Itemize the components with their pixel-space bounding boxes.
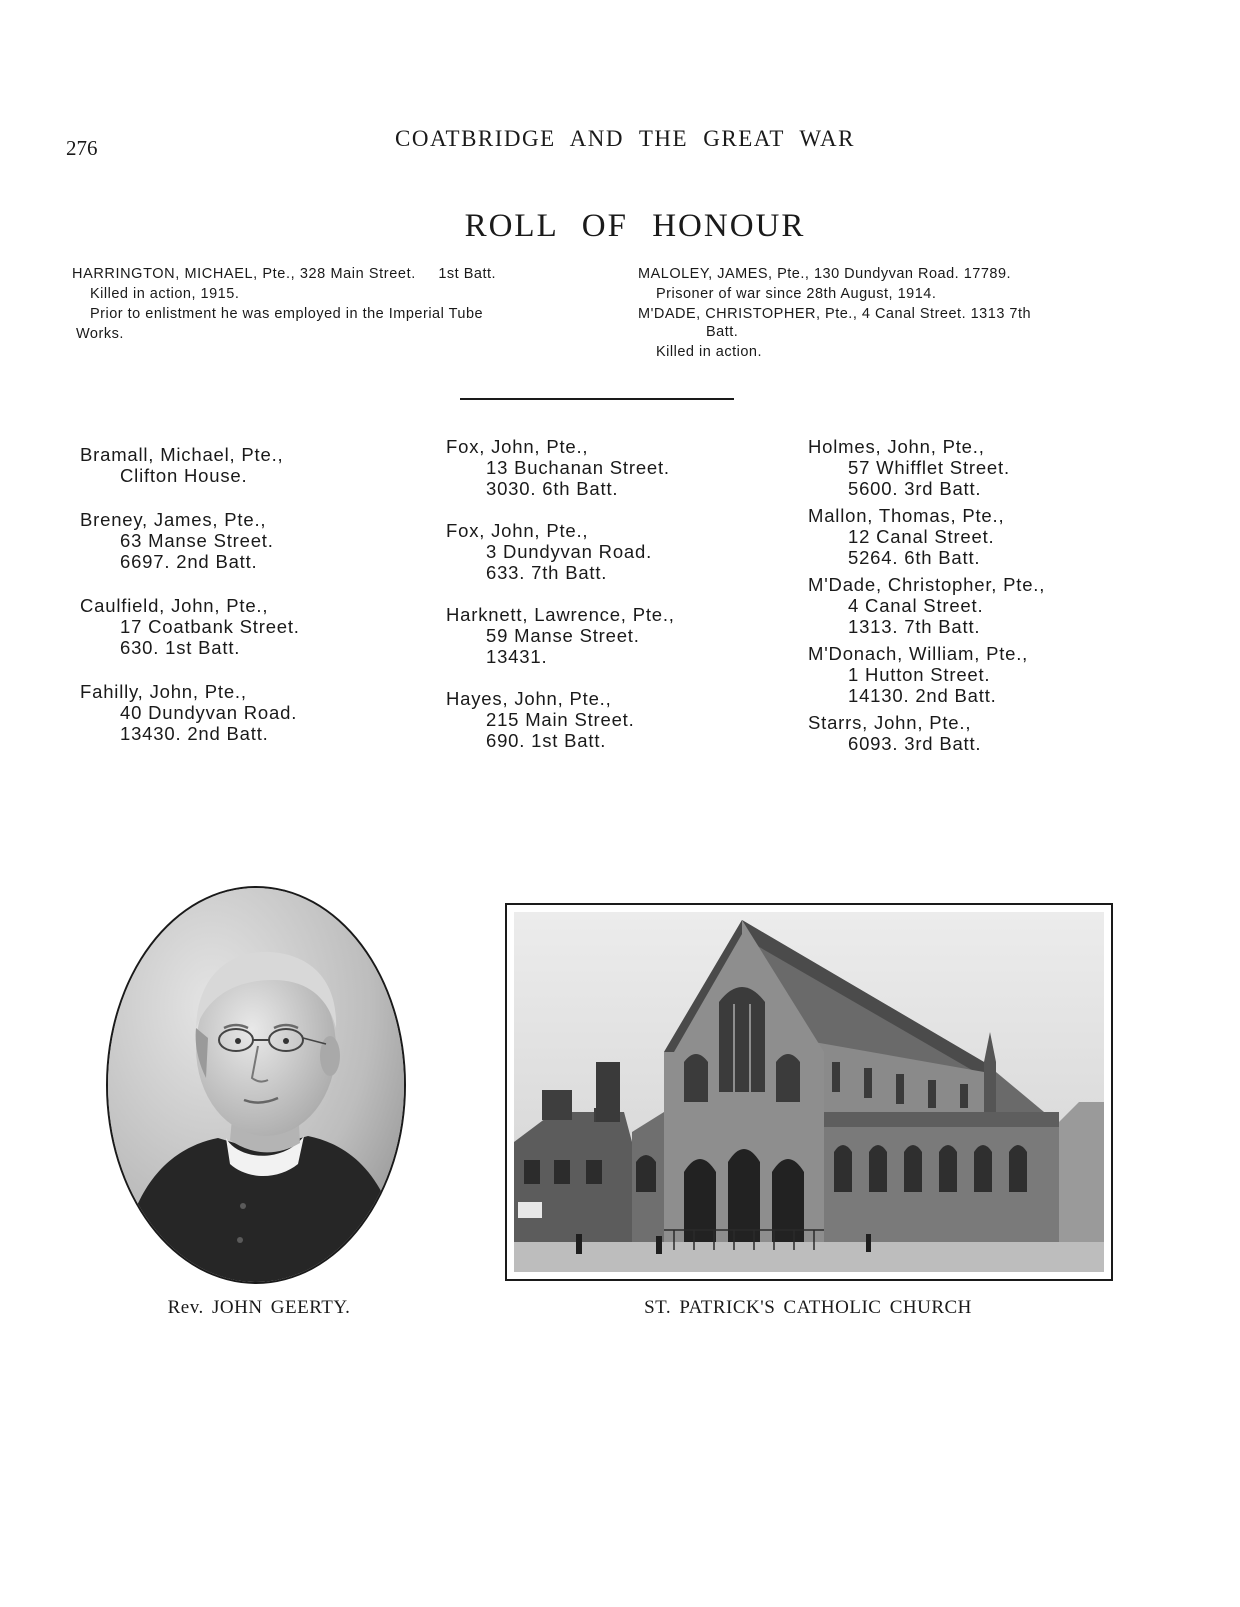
featured-detail: Killed in action, 1915. [90, 286, 240, 302]
soldier-detail: 1313. 7th Batt. [848, 616, 981, 637]
soldier-detail: 13 Buchanan Street. [486, 457, 670, 478]
soldier-detail: 630. 1st Batt. [120, 637, 241, 658]
church-photo-frame [505, 903, 1113, 1281]
list-item [808, 712, 1138, 754]
soldier-detail: 17 Coatbank Street. [120, 616, 300, 637]
list-item [446, 688, 766, 751]
featured-detail: Prior to enlistment he was employed in the Imperial Tube [90, 306, 484, 322]
church-caption: ST. PATRICK'S CATHOLIC CHURCH [644, 1297, 972, 1318]
soldier-detail: 6697. 2nd Batt. [120, 551, 258, 572]
soldier-name: Starrs, John, Pte., [808, 712, 972, 733]
featured-batt: 1st Batt. [438, 266, 497, 282]
soldier-detail: 12 Canal Street. [848, 526, 995, 547]
soldier-detail: 59 Manse Street. [486, 625, 640, 646]
roll-column-1 [80, 436, 400, 767]
soldier-detail: 3 Dundyvan Road. [486, 541, 653, 562]
page-number: 276 [66, 136, 98, 160]
featured-entry-harrington [72, 264, 592, 344]
soldier-detail: 5600. 3rd Batt. [848, 478, 982, 499]
list-item [80, 509, 400, 572]
soldier-detail: 4 Canal Street. [848, 595, 984, 616]
soldier-detail: 13430. 2nd Batt. [120, 723, 269, 744]
featured-detail: Killed in action. [656, 344, 763, 360]
section-title: ROLL OF HONOUR [464, 208, 806, 244]
featured-name-continued: Batt. [706, 324, 739, 340]
list-item [808, 436, 1138, 499]
soldier-detail: 57 Whifflet Street. [848, 457, 1010, 478]
soldier-detail: 215 Main Street. [486, 709, 635, 730]
soldier-detail: 1 Hutton Street. [848, 664, 991, 685]
list-item [808, 505, 1138, 568]
soldier-detail: 690. 1st Batt. [486, 730, 607, 751]
featured-detail: Prisoner of war since 28th August, 1914. [656, 286, 937, 302]
list-item [80, 444, 400, 486]
church-photo [514, 912, 1104, 1272]
soldier-name: Fox, John, Pte., [446, 436, 589, 457]
list-item [808, 643, 1138, 706]
soldier-detail: 40 Dundyvan Road. [120, 702, 298, 723]
running-title: COATBRIDGE AND THE GREAT WAR [395, 126, 855, 151]
soldier-detail: 5264. 6th Batt. [848, 547, 981, 568]
list-item [446, 604, 766, 667]
roll-column-2 [446, 436, 766, 772]
soldier-name: Holmes, John, Pte., [808, 436, 985, 457]
soldier-name: Harknett, Lawrence, Pte., [446, 604, 675, 625]
soldier-detail: 3030. 6th Batt. [486, 478, 619, 499]
soldier-detail: 633. 7th Batt. [486, 562, 608, 583]
soldier-detail: Clifton House. [120, 465, 248, 486]
featured-detail: Works. [76, 326, 124, 342]
portrait-photo [106, 886, 406, 1284]
church-illustration [514, 912, 1104, 1272]
soldier-name: Caulfield, John, Pte., [80, 595, 269, 616]
soldier-name: Hayes, John, Pte., [446, 688, 612, 709]
list-item [446, 436, 766, 499]
list-item [446, 520, 766, 583]
soldier-detail: 6093. 3rd Batt. [848, 733, 982, 754]
featured-name: M'DADE, CHRISTOPHER, Pte., 4 Canal Street. 1313 7th [638, 306, 1032, 322]
soldier-name: Bramall, Michael, Pte., [80, 444, 284, 465]
featured-entries-right [638, 264, 1098, 362]
portrait-illustration [108, 888, 404, 1282]
soldier-detail: 63 Manse Street. [120, 530, 274, 551]
section-divider [460, 398, 734, 400]
soldier-detail: 13431. [486, 646, 548, 667]
list-item [80, 595, 400, 658]
soldier-name: Fahilly, John, Pte., [80, 681, 247, 702]
soldier-name: Breney, James, Pte., [80, 509, 267, 530]
list-item [808, 574, 1138, 637]
list-item [80, 681, 400, 744]
soldier-name: M'Dade, Christopher, Pte., [808, 574, 1046, 595]
soldier-name: Mallon, Thomas, Pte., [808, 505, 1005, 526]
featured-name: MALOLEY, JAMES, Pte., 130 Dundyvan Road. 17789. [638, 266, 1012, 282]
soldier-detail: 14130. 2nd Batt. [848, 685, 997, 706]
featured-name: HARRINGTON, MICHAEL, Pte., 328 Main Street. [72, 266, 416, 282]
soldier-name: M'Donach, William, Pte., [808, 643, 1029, 664]
portrait-caption: Rev. JOHN GEERTY. [167, 1297, 351, 1318]
soldier-name: Fox, John, Pte., [446, 520, 589, 541]
roll-column-3 [808, 436, 1138, 760]
